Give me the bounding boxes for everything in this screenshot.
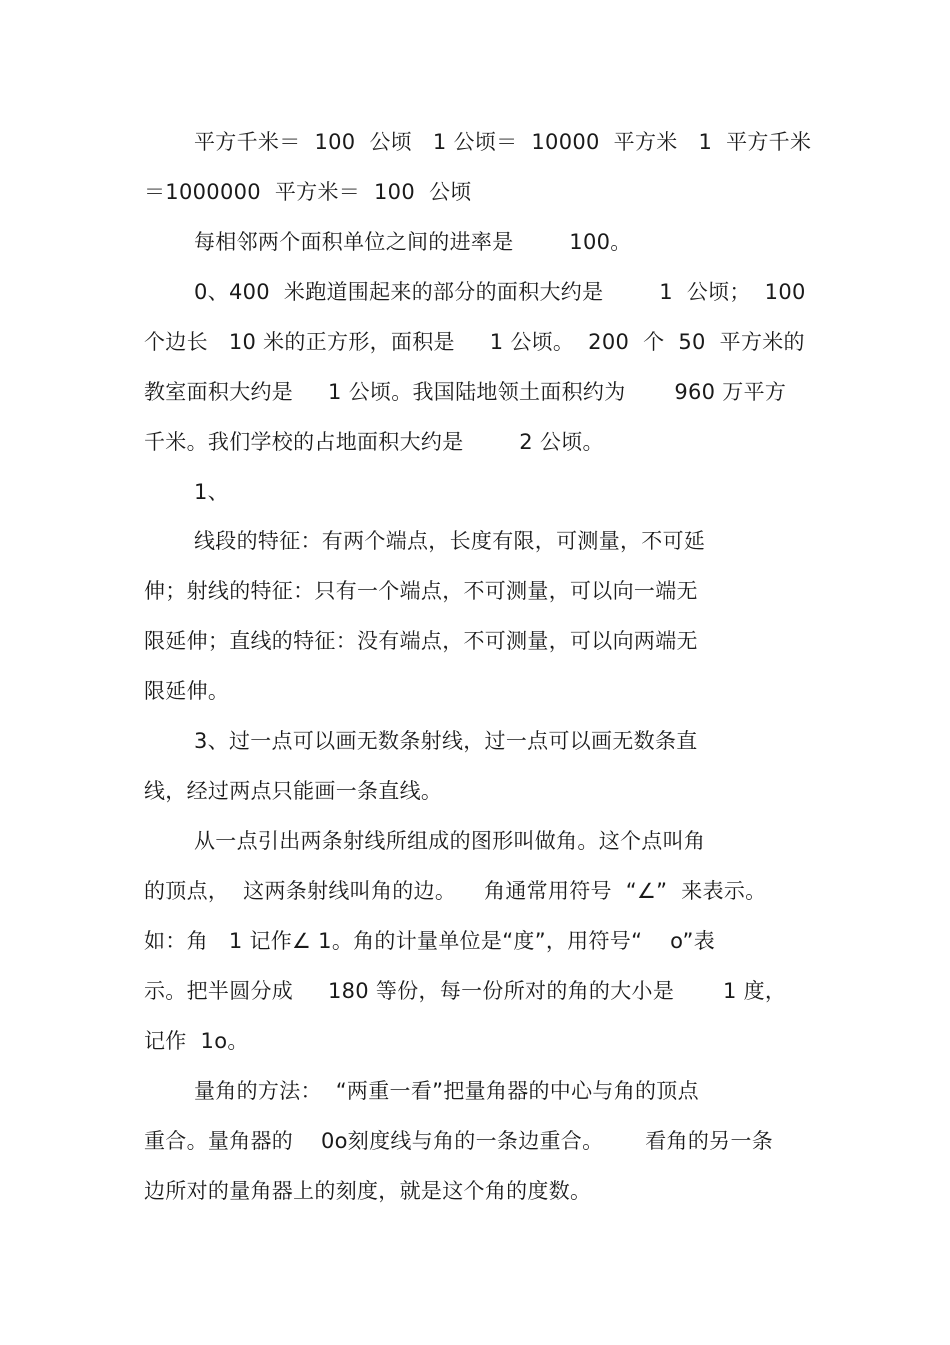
- text-line: 示。把半圆分成 180 等份，每一份所对的角的大小是 1 度，: [144, 979, 787, 1003]
- text-line: 线，经过两点只能画一条直线。: [144, 779, 443, 803]
- text-line: 3、过一点可以画无数条射线，过一点可以画无数条直: [194, 729, 698, 753]
- text-line: 边所对的量角器上的刻度，就是这个角的度数。: [144, 1179, 592, 1203]
- text-line: 限延伸。: [144, 679, 230, 703]
- text-line: 从一点引出两条射线所组成的图形叫做角。这个点叫角: [194, 829, 706, 853]
- text-line: 每相邻两个面积单位之间的进率是 100。: [194, 230, 632, 254]
- text-line: 记作 1o。: [144, 1029, 249, 1053]
- text-line: 0、400 米跑道围起来的部分的面积大约是 1 公顷； 100: [194, 280, 806, 304]
- text-line: 线段的特征：有两个端点，长度有限，可测量，不可延: [194, 529, 706, 553]
- text-line: 限延伸；直线的特征：没有端点，不可测量，可以向两端无: [144, 629, 698, 653]
- text-line: 个边长 10 米的正方形，面积是 1 公顷。 200 个 50 平方米的: [144, 330, 805, 354]
- text-line: 1、: [194, 480, 229, 504]
- text-line: 伸；射线的特征：只有一个端点，不可测量，可以向一端无: [144, 579, 698, 603]
- text-line: ＝1000000 平方米＝ 100 公顷: [144, 180, 472, 204]
- text-line: 如：角 1 记作∠ 1。角的计量单位是“度”，用符号“ o”表: [144, 929, 716, 953]
- text-line: 重合。量角器的 0o刻度线与角的一条边重合。 看角的另一条: [144, 1129, 774, 1153]
- text-line: 量角的方法： “两重一看”把量角器的中心与角的顶点: [194, 1079, 699, 1103]
- text-line: 千米。我们学校的占地面积大约是 2 公顷。: [144, 430, 604, 454]
- text-line: 的顶点， 这两条射线叫角的边。 角通常用符号 “∠” 来表示。: [144, 879, 767, 903]
- text-line: 平方千米＝ 100 公顷 1 公顷＝ 10000 平方米 1 平方千米: [194, 130, 812, 154]
- text-line: 教室面积大约是 1 公顷。我国陆地领土面积约为 960 万平方: [144, 380, 787, 404]
